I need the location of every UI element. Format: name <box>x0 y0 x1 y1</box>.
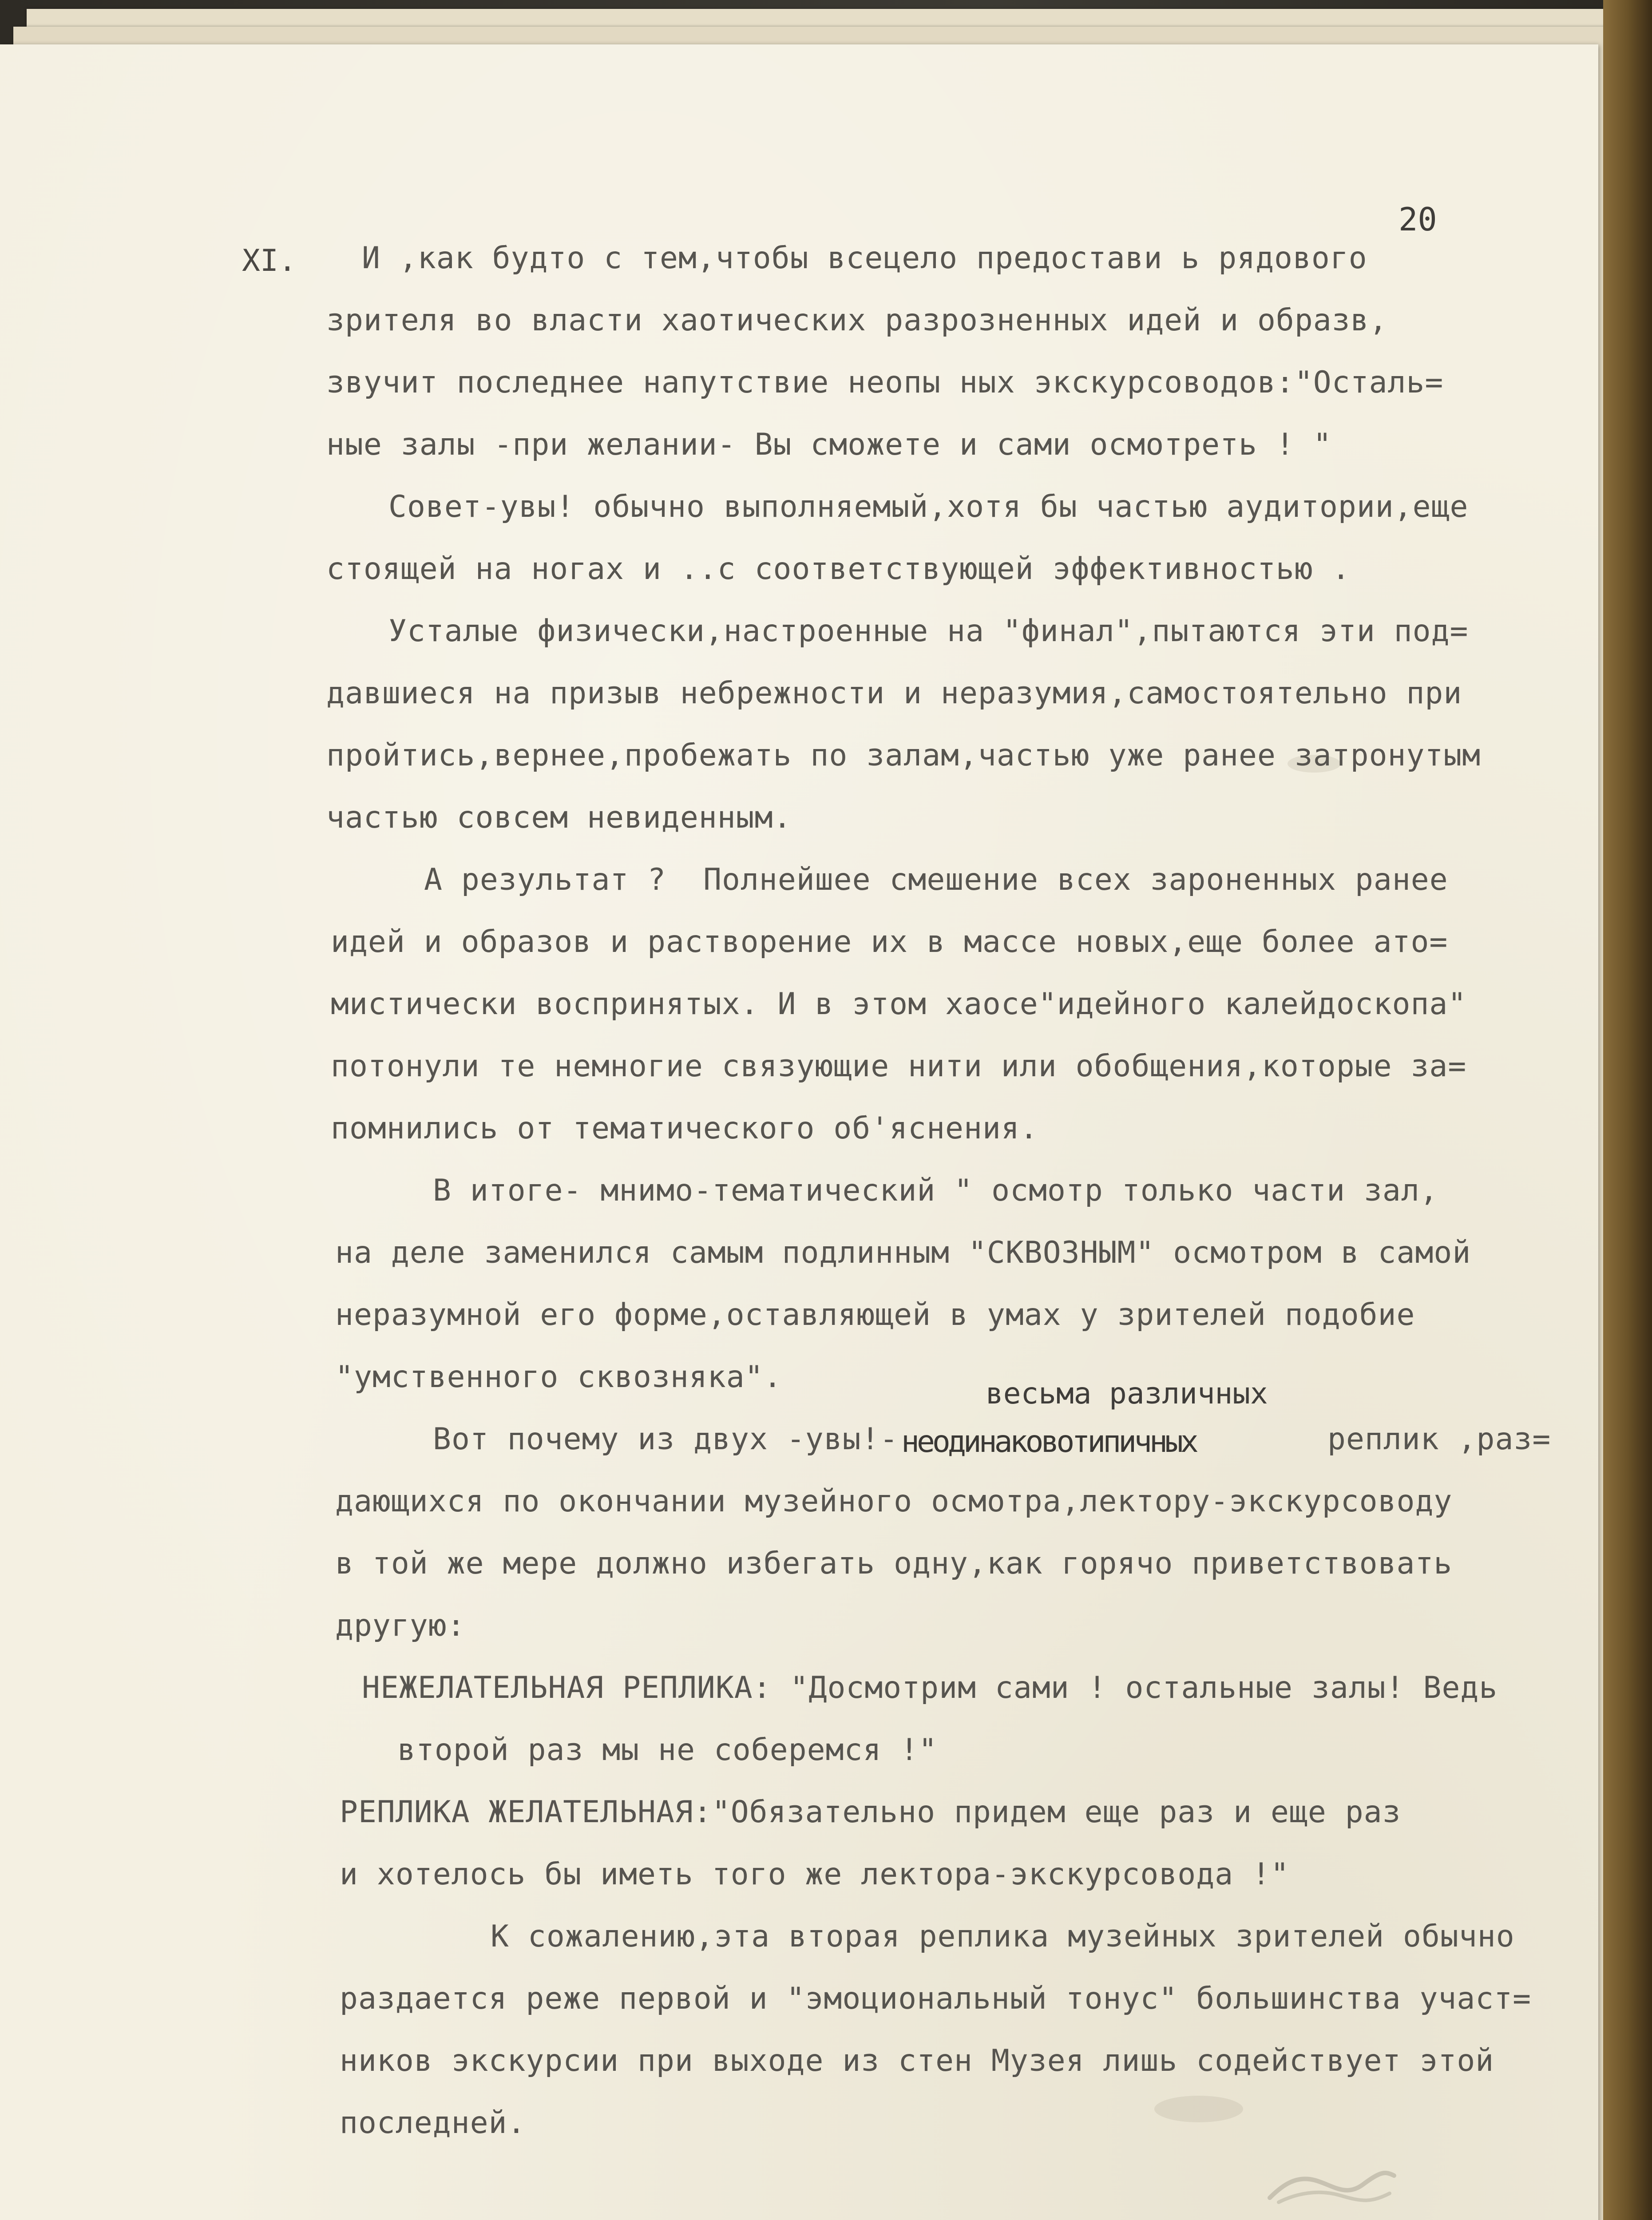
text-line: зрителя во власти хаотических разрозненных идей и образв, <box>326 303 1388 338</box>
text-line: и хотелось бы иметь того же лектора-экскурсовода !" <box>340 1857 1289 1892</box>
text-line: ные залы -при желании- Вы сможете и сами осмотреть ! " <box>326 427 1332 462</box>
text-line: раздается реже первой и "эмоциональный тонус" большинства участ= <box>340 1981 1532 2016</box>
folder-edge <box>1603 0 1652 2220</box>
text-line: второй раз мы не соберемся !" <box>397 1732 938 1768</box>
text-line: последней. <box>340 2105 526 2141</box>
text-line: мистически воспринятых. И в этом хаосе"идейного калейдоскопа" <box>331 987 1467 1022</box>
text-line: помнились от тематического об'яснения. <box>331 1111 1038 1146</box>
text-line: давшиеся на призыв небрежности и неразумия,самостоятельно при <box>326 676 1462 711</box>
text-line: А результат ? Полнейшее смешение всех зароненных ранее <box>424 862 1448 897</box>
text-line: реплик ,раз= <box>1327 1422 1551 1457</box>
text-line: К сожалению,эта вторая реплика музейных зрителей обычно <box>491 1919 1515 1954</box>
text-line: дающихся по окончании музейного осмотра,лектору-экскурсоводу <box>335 1484 1453 1519</box>
text-line: другую: <box>335 1608 466 1643</box>
faded-stamp-mark <box>1265 2158 1398 2211</box>
text-line: И ,как будто с тем,чтобы всецело предостави ь рядового <box>362 241 1367 276</box>
text-line: стоящей на ногах и ..с соответствующей эффективностью . <box>326 551 1351 587</box>
text-line: идей и образов и растворение их в массе новых,еще более ато= <box>331 924 1448 959</box>
paper-smudge <box>1154 2096 1243 2122</box>
text-line: Вот почему из двух -увы!- <box>433 1422 899 1457</box>
handwritten-insertion: весьма различных <box>986 1376 1268 1411</box>
text-line: "умственного сквозняка". <box>335 1360 782 1395</box>
text-line: неразумной его форме,оставляющей в умах у зрителей подобие <box>335 1297 1415 1332</box>
text-line: в той же мере должно избегать одну,как горячо приветствовать <box>335 1546 1453 1581</box>
text-line: частью совсем невиденным. <box>326 800 792 835</box>
page-number: 20 <box>1398 201 1437 238</box>
text-line: Совет-увы! обычно выполняемый,хотя бы частью аудитории,еще <box>388 489 1469 524</box>
text-line: В итоге- мнимо-тематический " осмотр только части зал, <box>433 1173 1438 1208</box>
section-number: XI. <box>242 243 297 278</box>
typewritten-page <box>0 44 1598 2220</box>
text-line: Усталые физически,настроенные на "финал",пытаются эти под= <box>388 614 1469 649</box>
text-line: на деле заменился самым подлинным "СКВОЗНЫМ" осмотром в самой <box>335 1235 1471 1270</box>
text-line: пройтись,вернее,пробежать по залам,частью уже ранее затронутым <box>326 738 1481 773</box>
text-line: НЕЖЕЛАТЕЛЬНАЯ РЕПЛИКА: "Досмотрим сами ! остальные залы! Ведь <box>362 1670 1498 1705</box>
text-line: потонули те немногие связующие нити или обобщения,которые за= <box>331 1049 1467 1084</box>
text-line: звучит последнее напутствие неопы ных экскурсоводов:"Осталь= <box>326 365 1444 400</box>
text-line: ников экскурсии при выходе из стен Музея лишь содействует этой <box>340 2043 1494 2078</box>
struck-through-text: неодинаковотипичных <box>901 1424 1196 1459</box>
text-line: РЕПЛИКА ЖЕЛАТЕЛЬНАЯ:"Обязательно придем еще раз и еще раз <box>340 1795 1401 1830</box>
